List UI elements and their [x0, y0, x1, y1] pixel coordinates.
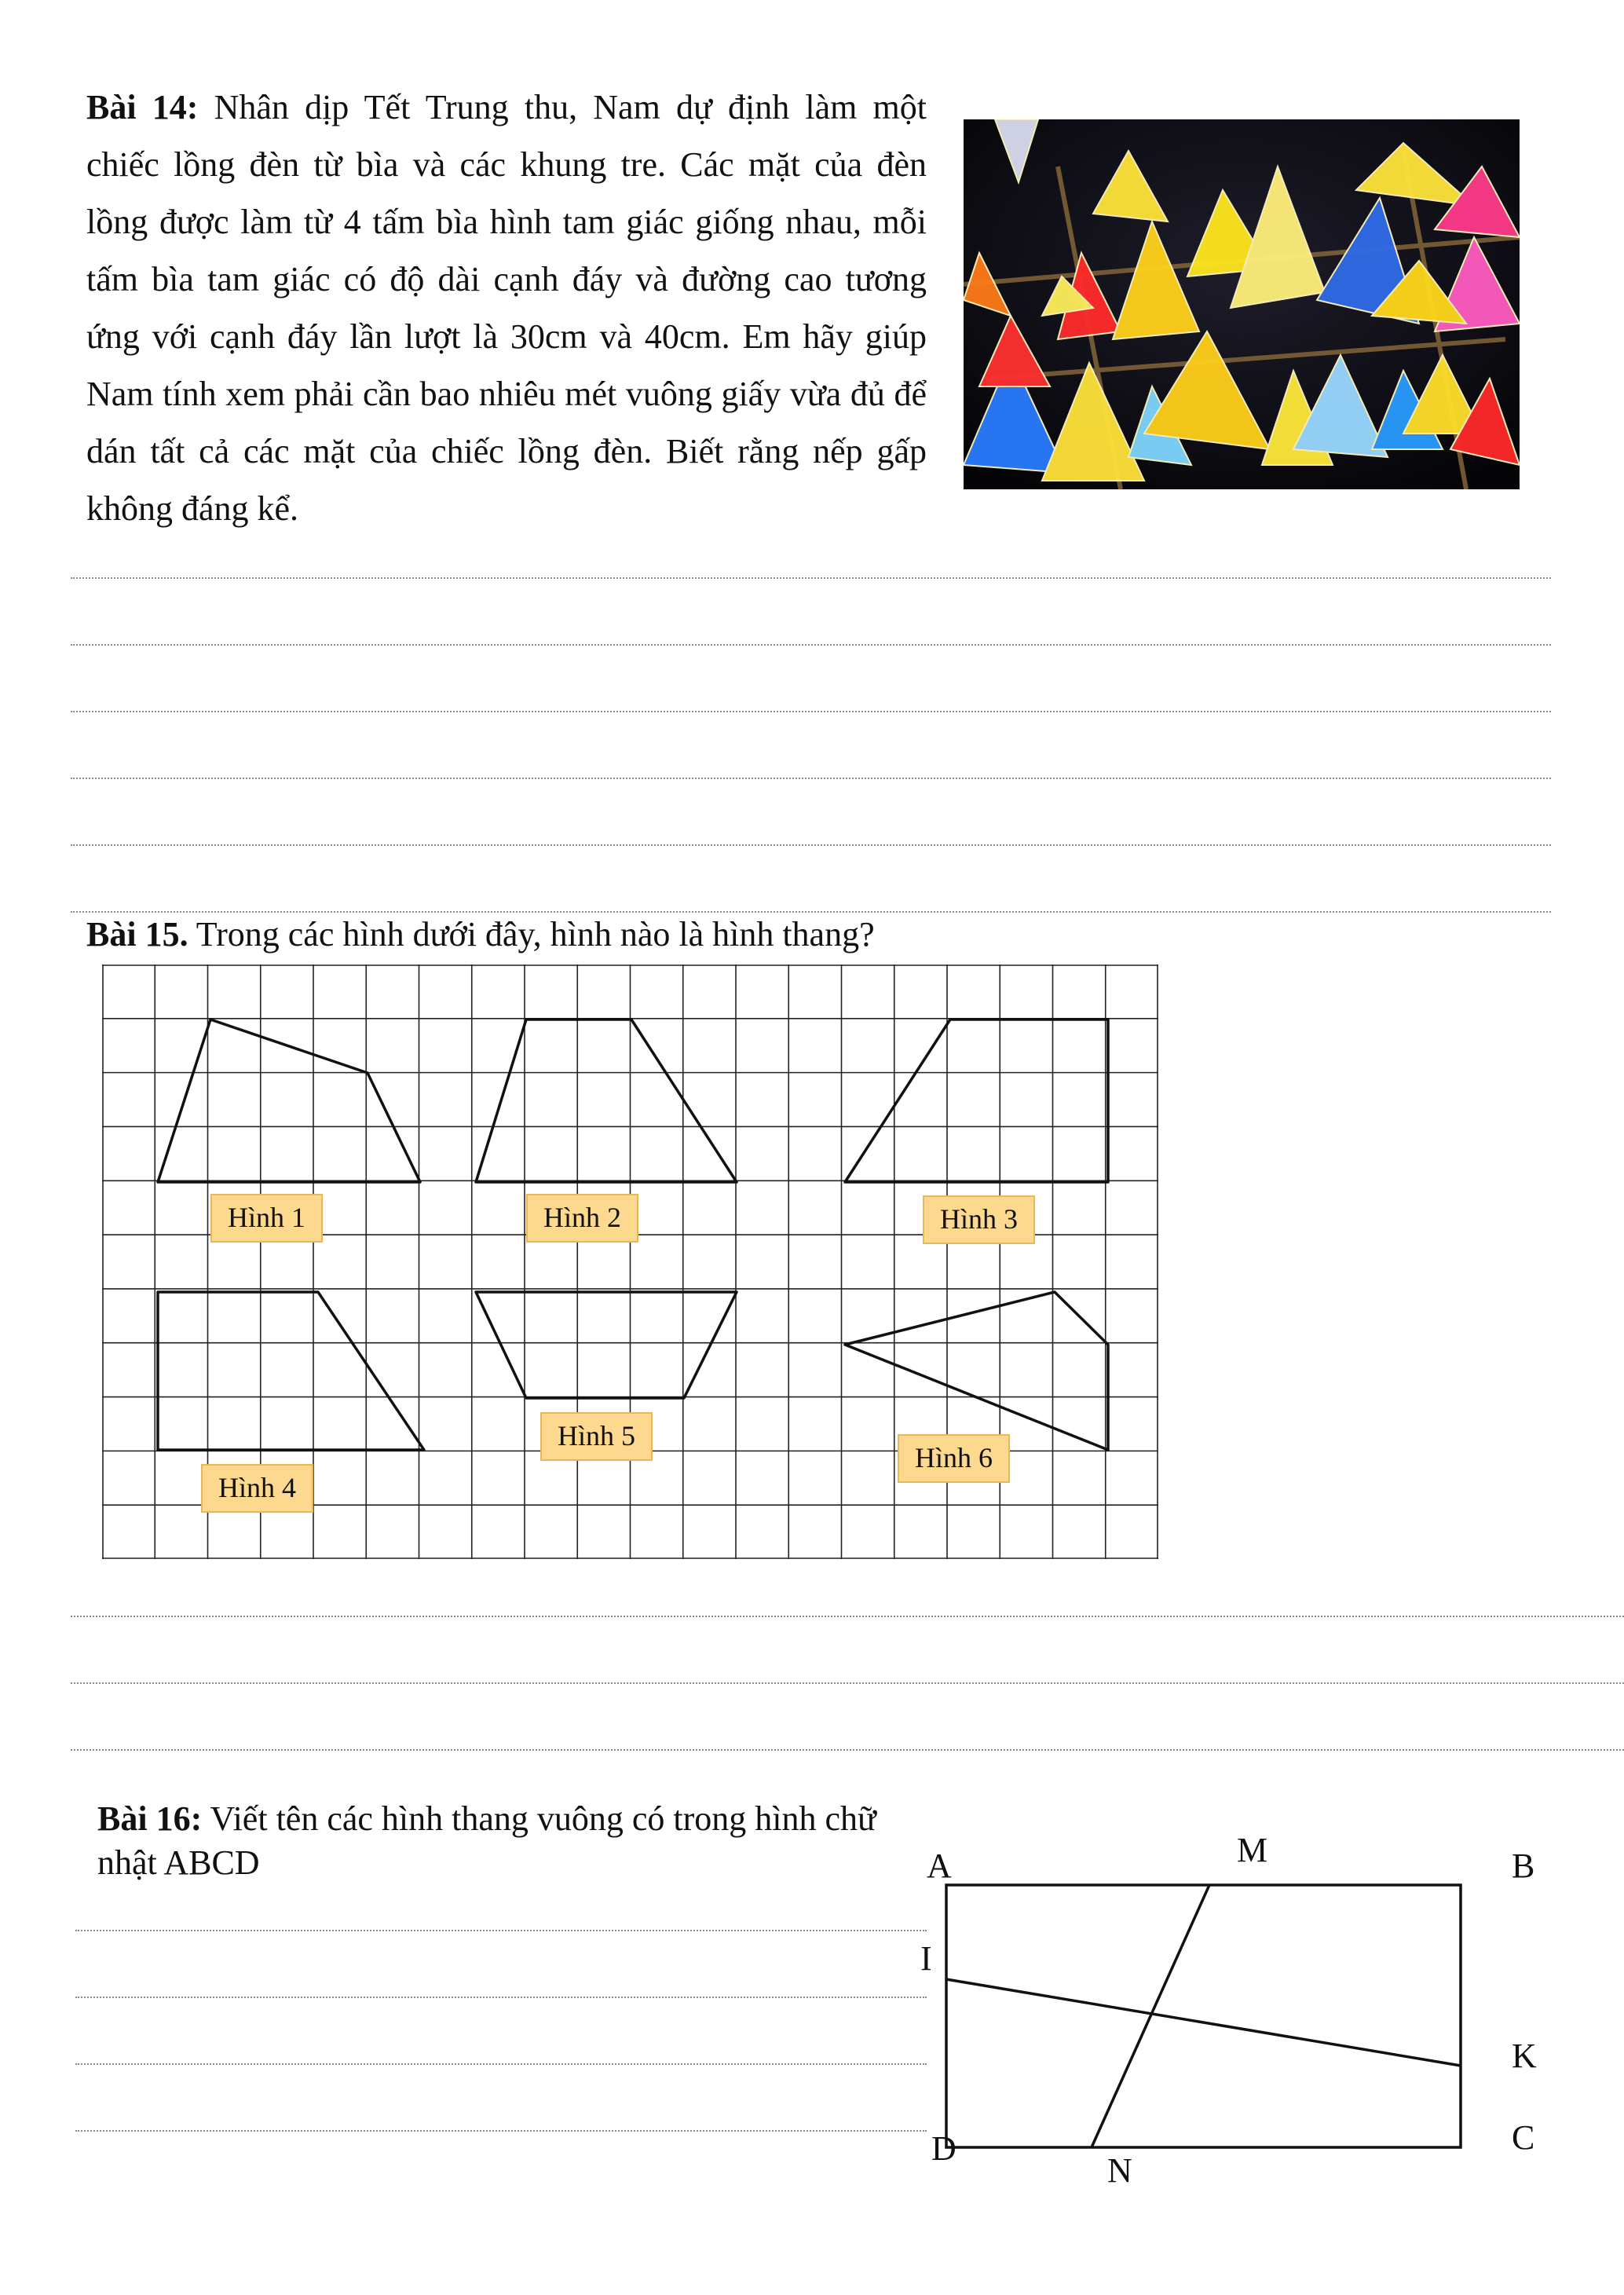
shape-hinh-4	[158, 1292, 424, 1450]
shape-hinh-2	[476, 1019, 737, 1182]
answer-line	[71, 644, 1551, 646]
rect-abcd	[946, 1885, 1461, 2147]
exercise-14-body: Nhân dịp Tết Trung thu, Nam dự định làm một chiếc lồng đèn từ bìa và các khung tre. Các mặt của đèn lồng được làm từ 4 tấm bìa hình tam giác giống nhau, mỗi tấm bìa tam giác có độ dài cạnh đáy và đường cao tương ứng với cạnh đáy lần lượt là 30cm và 40cm. Em hãy giúp Nam tính xem phải cần bao nhiêu mét vuông giấy vừa đủ để dán tất cả các mặt của chiếc lồng đèn. Biết rằng nếp gấp không đáng kể.	[86, 88, 927, 528]
label-hinh-5: Hình 5	[540, 1412, 653, 1461]
shape-hinh-6	[845, 1292, 1108, 1450]
shape-grid	[102, 964, 1158, 1559]
exercise-16-question	[97, 1797, 930, 1885]
answer-line	[71, 778, 1551, 779]
exercise-15-body: Trong các hình dưới đây, hình nào là hình thang?	[196, 915, 875, 954]
label-hinh-4: Hình 4	[201, 1464, 313, 1513]
point-c: C	[1512, 2118, 1535, 2157]
point-d: D	[931, 2129, 956, 2168]
point-b: B	[1512, 1847, 1535, 1885]
segment-ik	[946, 1979, 1461, 2066]
rectangle-abcd	[903, 1830, 1578, 2191]
point-i: I	[920, 1939, 932, 1978]
answer-line	[71, 577, 1551, 579]
label-hinh-2: Hình 2	[526, 1194, 638, 1243]
label-hinh-3: Hình 3	[923, 1195, 1035, 1244]
answer-line	[75, 2063, 927, 2065]
lantern-photo	[964, 119, 1520, 489]
point-a: A	[927, 1847, 952, 1885]
label-hinh-6: Hình 6	[898, 1434, 1010, 1483]
exercise-16-title: Bài 16:	[97, 1799, 203, 1838]
point-n: N	[1107, 2151, 1132, 2190]
segment-mn	[1092, 1885, 1209, 2147]
answer-line	[71, 711, 1551, 712]
answer-line	[71, 1682, 1624, 1684]
answer-line	[71, 1616, 1624, 1617]
answer-line	[75, 2130, 927, 2132]
point-m: M	[1237, 1831, 1268, 1869]
exercise-14-title: Bài 14:	[86, 88, 199, 126]
answer-line	[71, 844, 1551, 846]
point-k: K	[1512, 2037, 1537, 2075]
exercise-14-text	[86, 79, 927, 537]
label-hinh-1: Hình 1	[210, 1194, 323, 1243]
shape-hinh-5	[476, 1292, 737, 1398]
answer-line	[71, 1749, 1624, 1751]
lantern-illustration	[964, 119, 1520, 489]
rectangle-abcd-figure	[903, 1830, 1578, 2191]
exercise-15-title: Bài 15.	[86, 915, 188, 954]
exercise-16-body: Viết tên các hình thang vuông có trong hình chữ nhật ABCD	[97, 1799, 876, 1882]
answer-line	[75, 1930, 927, 1931]
exercise-15-question	[86, 911, 875, 958]
shape-hinh-1	[158, 1019, 420, 1182]
shape-hinh-3	[845, 1019, 1108, 1182]
answer-line	[75, 1997, 927, 1998]
